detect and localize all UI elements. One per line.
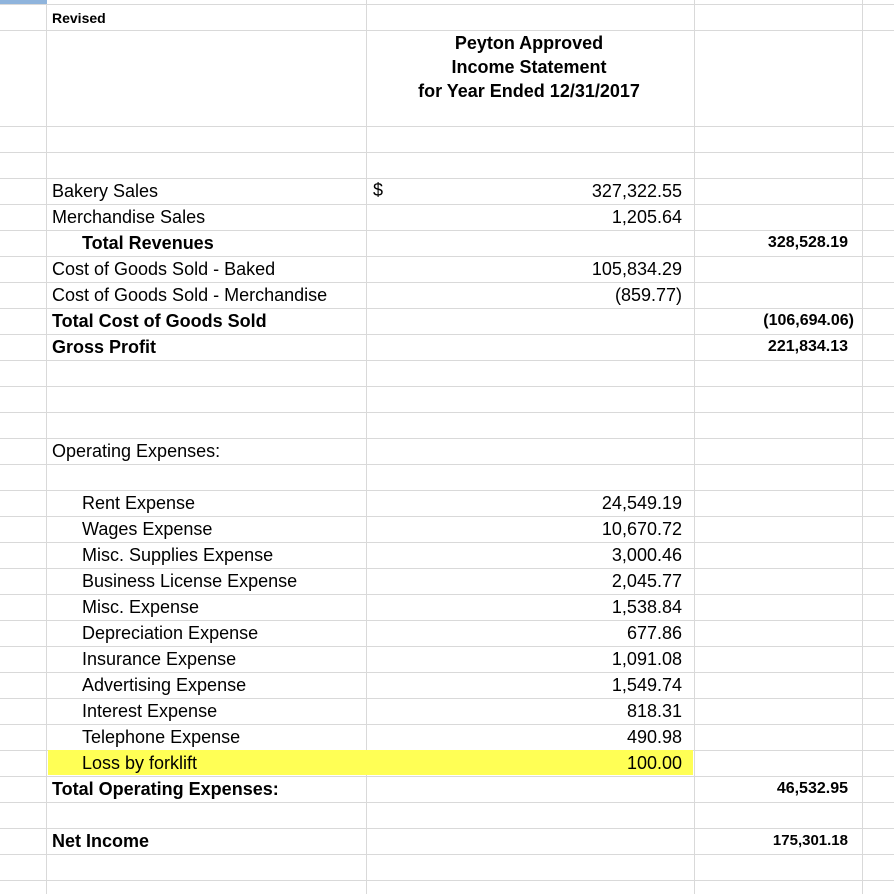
expense-value[interactable]: 24,549.19 bbox=[601, 493, 682, 513]
expense-value[interactable]: 3,000.46 bbox=[611, 545, 682, 565]
selected-cell-indicator bbox=[0, 0, 47, 4]
bakery-sales-value[interactable]: 327,322.55 bbox=[591, 181, 682, 201]
expense-label[interactable]: Telephone Expense bbox=[82, 727, 241, 747]
expense-value[interactable]: 1,549.74 bbox=[611, 675, 682, 695]
total-operating-expenses-value[interactable]: 46,532.95 bbox=[776, 780, 848, 797]
currency-symbol: $ bbox=[373, 180, 384, 200]
expense-label[interactable]: Depreciation Expense bbox=[82, 623, 259, 643]
cogs-merchandise-label[interactable]: Cost of Goods Sold - Merchandise bbox=[52, 285, 328, 305]
total-revenues-value[interactable]: 328,528.19 bbox=[767, 234, 848, 251]
cogs-merchandise-value[interactable]: (859.77) bbox=[614, 285, 682, 305]
expense-value[interactable]: 490.98 bbox=[626, 727, 682, 747]
bakery-sales-label[interactable]: Bakery Sales bbox=[52, 181, 159, 201]
statement-title-name[interactable]: Income Statement bbox=[451, 57, 607, 77]
total-revenues-label[interactable]: Total Revenues bbox=[82, 233, 214, 253]
revised-label[interactable]: Revised bbox=[52, 10, 106, 26]
expense-value[interactable]: 2,045.77 bbox=[611, 571, 682, 591]
expense-label[interactable]: Interest Expense bbox=[82, 701, 218, 721]
gross-profit-label[interactable]: Gross Profit bbox=[52, 337, 157, 357]
expense-label[interactable]: Advertising Expense bbox=[82, 675, 247, 695]
expense-value[interactable]: 818.31 bbox=[626, 701, 682, 721]
cogs-baked-value[interactable]: 105,834.29 bbox=[591, 259, 682, 279]
expense-value[interactable]: 1,538.84 bbox=[611, 597, 682, 617]
expense-label[interactable]: Misc. Expense bbox=[82, 597, 200, 617]
statement-title-company[interactable]: Peyton Approved bbox=[454, 33, 604, 53]
expense-value-loss-by-forklift[interactable]: 100.00 bbox=[626, 753, 682, 773]
expense-label[interactable]: Misc. Supplies Expense bbox=[82, 545, 274, 565]
statement-title-period[interactable]: for Year Ended 12/31/2017 bbox=[418, 81, 640, 101]
expense-label-loss-by-forklift[interactable]: Loss by forklift bbox=[82, 753, 198, 773]
total-cogs-label[interactable]: Total Cost of Goods Sold bbox=[52, 311, 267, 331]
expense-label[interactable]: Rent Expense bbox=[82, 493, 196, 513]
merchandise-sales-value[interactable]: 1,205.64 bbox=[611, 207, 682, 227]
expense-label[interactable]: Wages Expense bbox=[82, 519, 213, 539]
expense-value[interactable]: 10,670.72 bbox=[601, 519, 682, 539]
total-cogs-value[interactable]: (106,694.06) bbox=[763, 312, 854, 329]
net-income-value[interactable]: 175,301.18 bbox=[772, 832, 848, 849]
expense-label[interactable]: Business License Expense bbox=[82, 571, 298, 591]
cogs-baked-label[interactable]: Cost of Goods Sold - Baked bbox=[52, 259, 276, 279]
gross-profit-value[interactable]: 221,834.13 bbox=[767, 338, 848, 355]
total-operating-expenses-label[interactable]: Total Operating Expenses: bbox=[52, 779, 279, 799]
merchandise-sales-label[interactable]: Merchandise Sales bbox=[52, 207, 206, 227]
expense-label[interactable]: Insurance Expense bbox=[82, 649, 237, 669]
net-income-label[interactable]: Net Income bbox=[52, 831, 150, 851]
operating-expenses-heading[interactable]: Operating Expenses: bbox=[52, 441, 221, 461]
expense-value[interactable]: 1,091.08 bbox=[611, 649, 682, 669]
expense-value[interactable]: 677.86 bbox=[626, 623, 682, 643]
